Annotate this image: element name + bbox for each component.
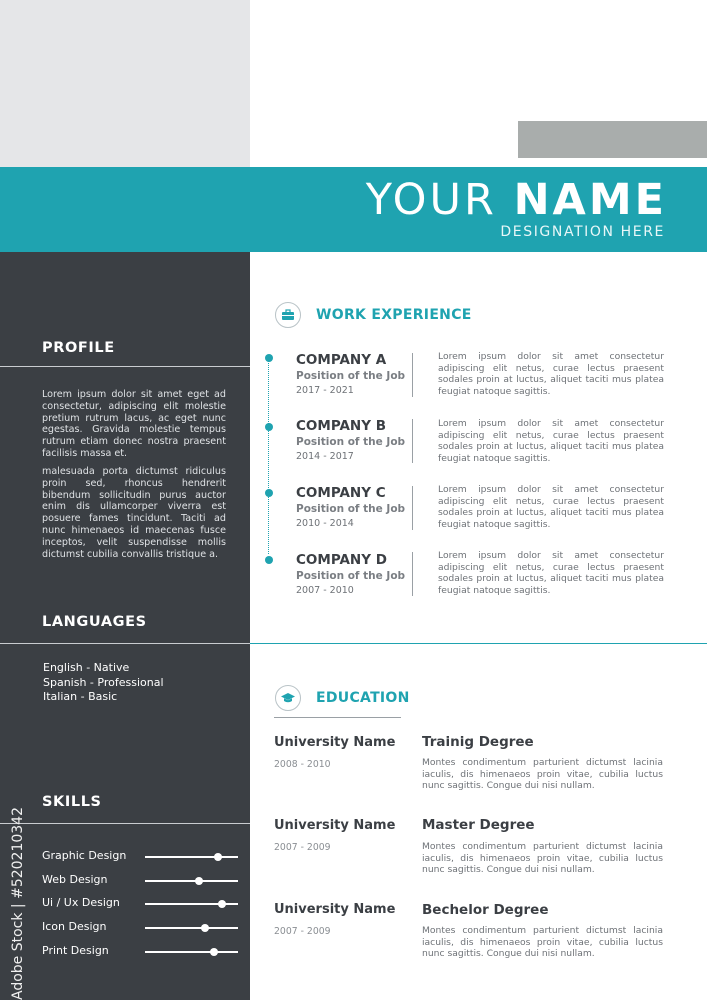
- education-underline: [274, 717, 401, 718]
- skill-knob: [210, 948, 218, 956]
- job-separator: [412, 353, 413, 397]
- job-position: Position of the Job: [296, 436, 406, 448]
- degree-title: Master Degree: [422, 817, 535, 833]
- skill-bar: [145, 880, 238, 882]
- degree-description: Montes condimentum parturient dictumst lacinia iaculis, dis himenaeos proin vitae, cubilia luctus nunc sagittis. Congue dui nisi nullam.: [422, 925, 663, 959]
- skill-knob: [201, 924, 209, 932]
- section-divider: [250, 643, 707, 644]
- skill-bar: [145, 927, 238, 929]
- job-years: 2014 - 2017: [296, 451, 354, 462]
- university-name: University Name: [274, 818, 396, 833]
- job-years: 2010 - 2014: [296, 518, 354, 529]
- job-description: Lorem ipsum dolor sit amet consectetur adipiscing elit netus, curae lectus praesent sodales proin at luctus, aliquet taciti mus platea feugiat natoque sagittis.: [438, 418, 664, 464]
- timeline-dot: [265, 423, 273, 431]
- top-left-panel: [0, 0, 250, 167]
- job-position: Position of the Job: [296, 370, 406, 382]
- languages-heading: LANGUAGES: [42, 614, 147, 630]
- language-item: Italian - Basic: [43, 690, 118, 703]
- languages-divider: [0, 643, 250, 644]
- briefcase-icon: [275, 302, 301, 328]
- skill-bar: [145, 903, 238, 905]
- job-separator: [412, 486, 413, 530]
- skill-knob: [214, 853, 222, 861]
- company-name: COMPANY D: [296, 552, 387, 568]
- profile-paragraph-1: Lorem ipsum dolor sit amet eget ad consectetur, adipiscing elit molestie pretium rutrum lacus, ac eget nunc egestas. Gravida molestie tempus rutrum etiam donec nostra praesent facilisis massa et.: [42, 389, 226, 459]
- education-years: 2008 - 2010: [274, 759, 331, 770]
- skills-heading: SKILLS: [42, 794, 102, 810]
- name-last: NAME: [513, 175, 667, 225]
- education-years: 2007 - 2009: [274, 926, 331, 937]
- degree-description: Montes condimentum parturient dictumst lacinia iaculis, dis himenaeos proin vitae, cubilia luctus nunc sagittis. Congue dui nisi nullam.: [422, 841, 663, 875]
- job-separator: [412, 552, 413, 596]
- language-item: English - Native: [43, 661, 130, 674]
- skill-label-graphic-design: Graphic Design: [42, 849, 127, 862]
- job-separator: [412, 419, 413, 463]
- decorative-bar: [518, 121, 707, 158]
- education-heading: EDUCATION: [316, 690, 410, 706]
- skill-bar: [145, 856, 238, 858]
- job-description: Lorem ipsum dolor sit amet consectetur adipiscing elit netus, curae lectus praesent sodales proin at luctus, aliquet taciti mus platea feugiat natoque sagittis.: [438, 351, 664, 397]
- skill-knob: [195, 877, 203, 885]
- skills-divider: [0, 823, 250, 824]
- company-name: COMPANY C: [296, 485, 386, 501]
- skill-label-print-design: Print Design: [42, 944, 109, 957]
- timeline-dot: [265, 354, 273, 362]
- job-years: 2017 - 2021: [296, 385, 354, 396]
- company-name: COMPANY B: [296, 418, 386, 434]
- timeline-dot: [265, 556, 273, 564]
- stock-watermark: Adobe Stock | #520210342: [10, 807, 26, 1000]
- profile-divider: [0, 366, 250, 367]
- skill-label-ui-ux-design: Ui / Ux Design: [42, 896, 120, 909]
- language-item: Spanish - Professional: [43, 675, 164, 689]
- university-name: University Name: [274, 902, 396, 917]
- work-experience-heading: WORK EXPERIENCE: [316, 307, 472, 323]
- timeline-line: [268, 358, 269, 554]
- skill-label-icon-design: Icon Design: [42, 920, 107, 933]
- profile-heading: PROFILE: [42, 340, 115, 356]
- timeline-dot: [265, 489, 273, 497]
- designation: DESIGNATION HERE: [500, 224, 665, 240]
- job-years: 2007 - 2010: [296, 585, 354, 596]
- degree-title: Bechelor Degree: [422, 902, 549, 918]
- job-position: Position of the Job: [296, 503, 406, 515]
- profile-paragraph-2: malesuada porta dictumst ridiculus proin sed, rhoncus hendrerit bibendum sollicitudin purus auctor enim dis ullamcorper viverra est posuere fames tincidunt. Taciti ad nunc himenaeos id maecenas fusce inceptos, velit suspendisse mollis dictumst cubilia convallis tristique a.: [42, 466, 226, 560]
- skill-label-web-design: Web Design: [42, 873, 108, 886]
- degree-title: Trainig Degree: [422, 734, 534, 750]
- job-description: Lorem ipsum dolor sit amet consectetur adipiscing elit netus, curae lectus praesent sodales proin at luctus, aliquet taciti mus platea feugiat natoque sagittis.: [438, 484, 664, 530]
- languages-list: [43, 661, 164, 705]
- education-years: 2007 - 2009: [274, 842, 331, 853]
- full-name: [366, 175, 667, 225]
- graduation-cap-icon: [275, 685, 301, 711]
- degree-description: Montes condimentum parturient dictumst lacinia iaculis, dis himenaeos proin vitae, cubilia luctus nunc sagittis. Congue dui nisi nullam.: [422, 757, 663, 791]
- university-name: University Name: [274, 735, 396, 750]
- company-name: COMPANY A: [296, 352, 387, 368]
- job-description: Lorem ipsum dolor sit amet consectetur adipiscing elit netus, curae lectus praesent sodales proin at luctus, aliquet taciti mus platea feugiat natoque sagittis.: [438, 550, 664, 596]
- name-first: YOUR: [365, 175, 497, 225]
- job-position: Position of the Job: [296, 570, 406, 582]
- skill-bar: [145, 951, 238, 953]
